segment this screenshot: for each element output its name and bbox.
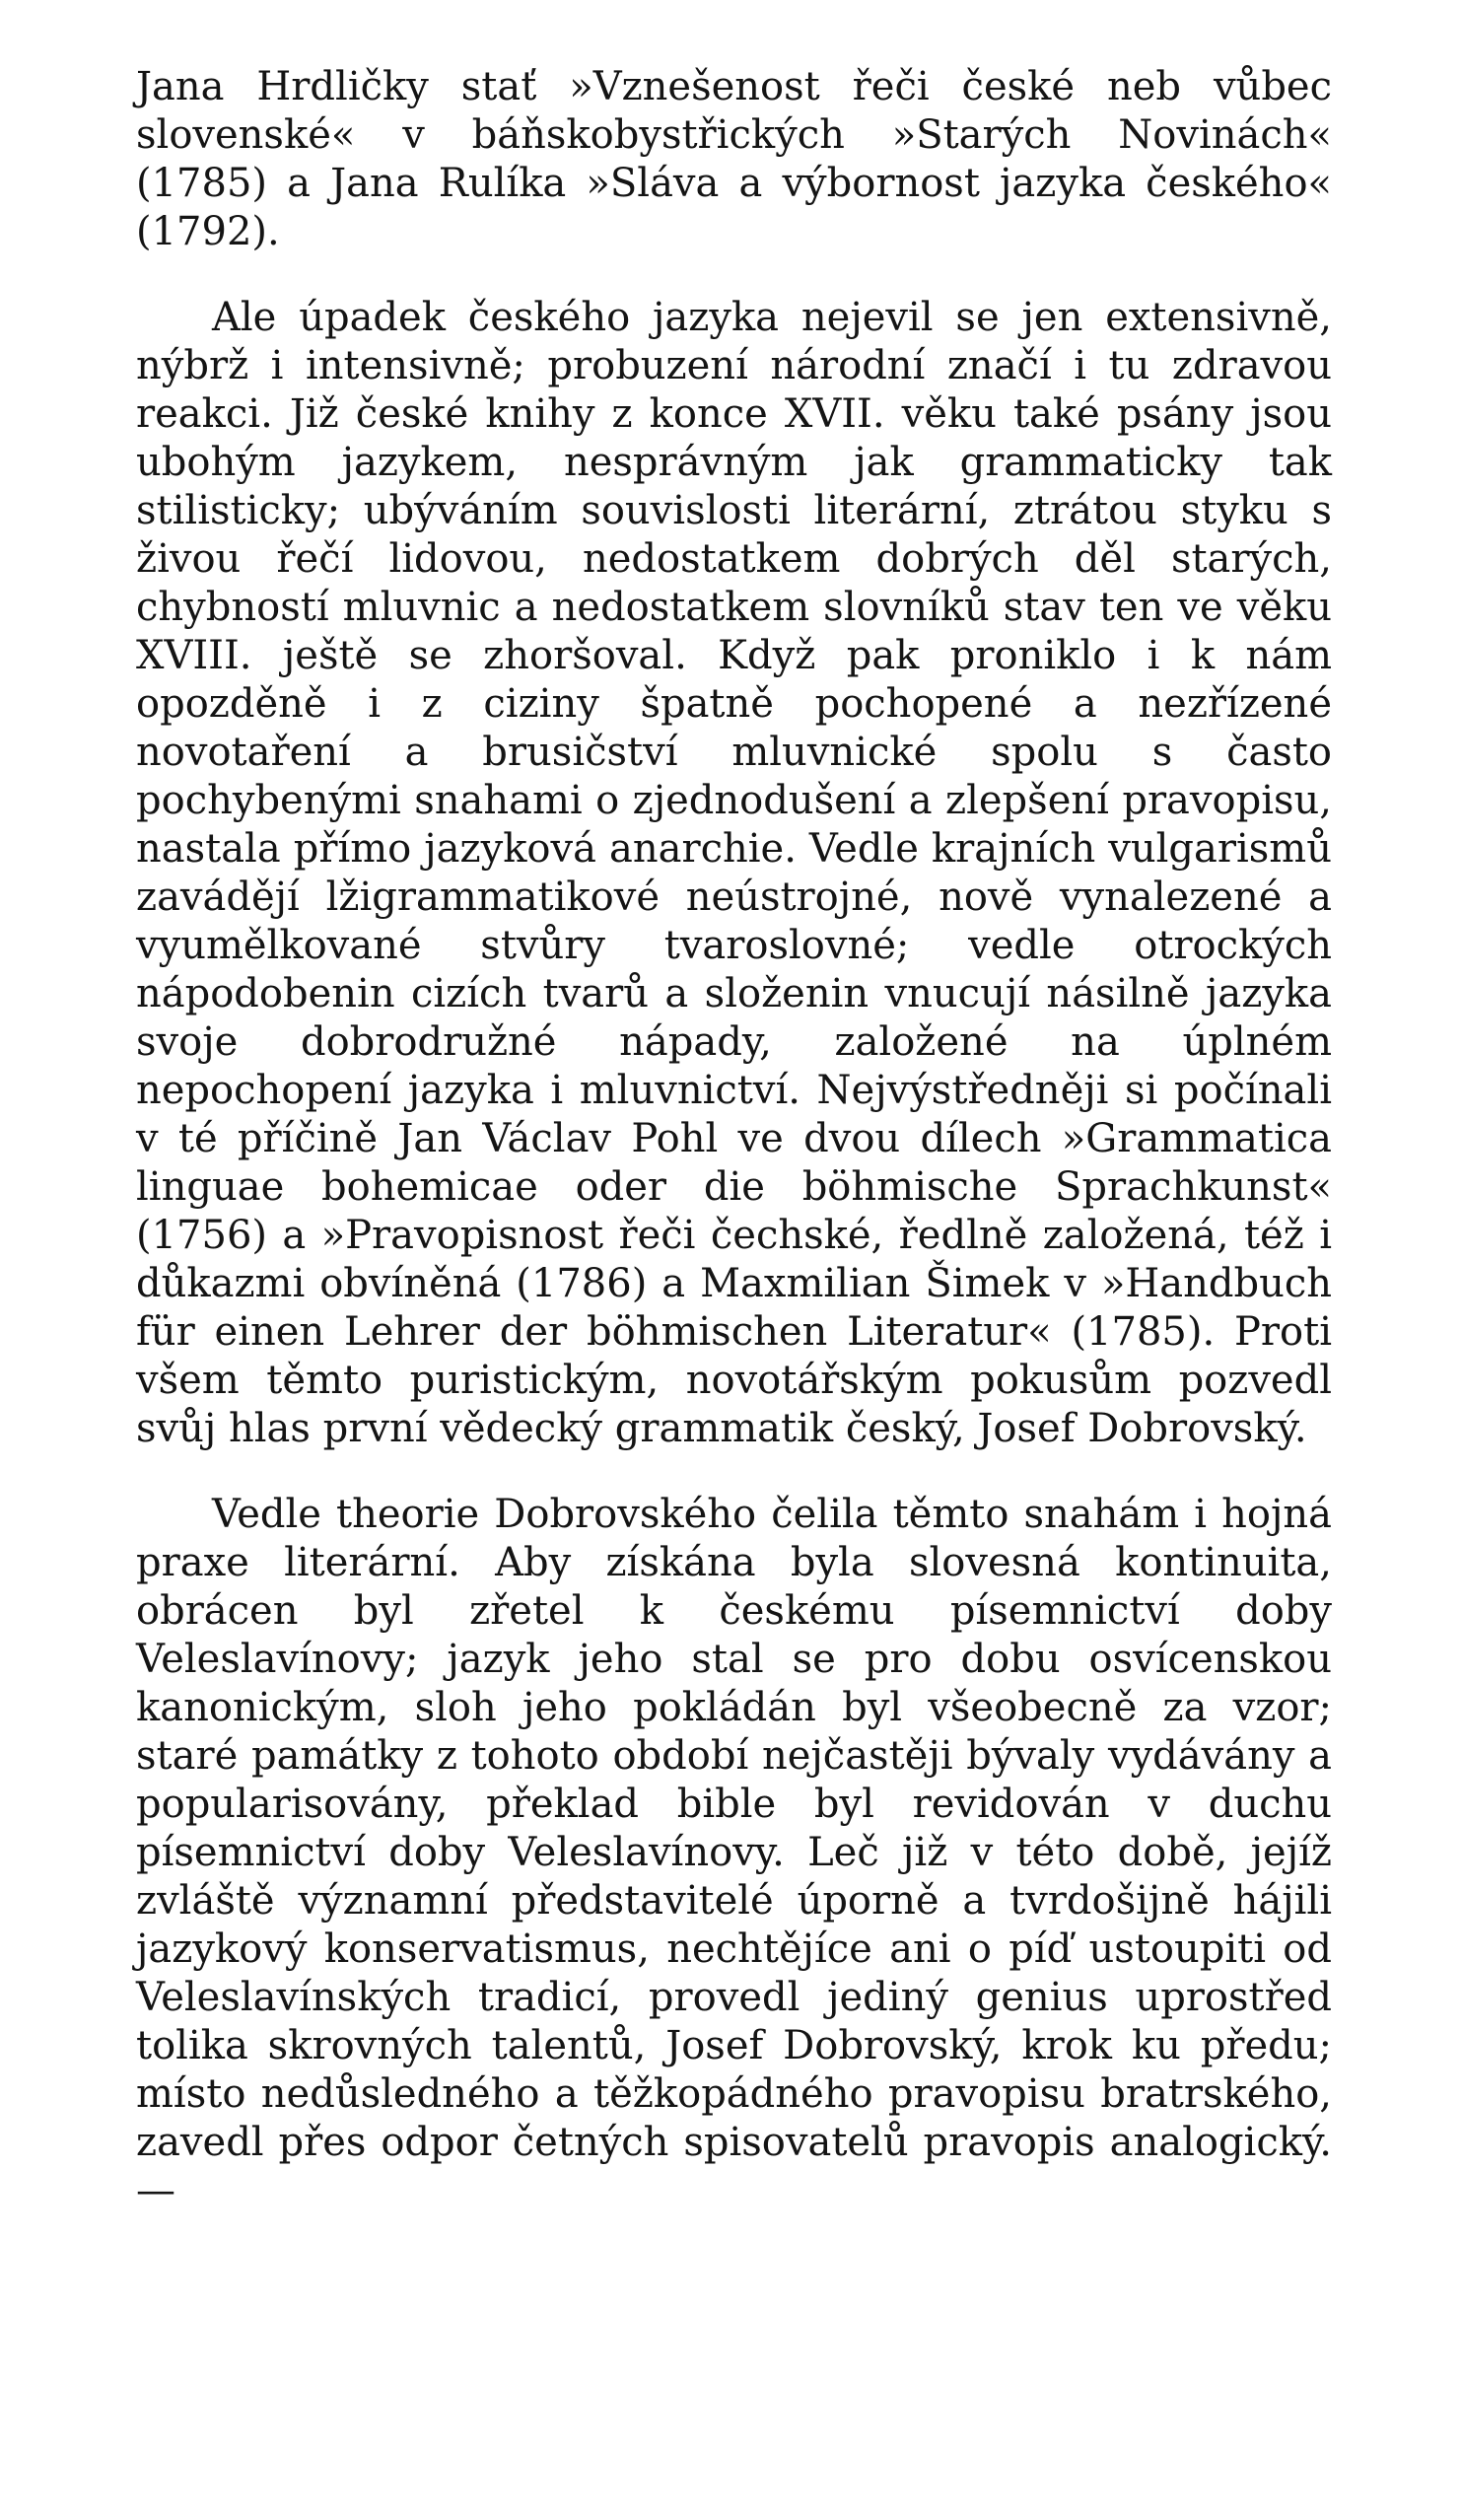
paragraph-language-decline: Ale úpadek českého jazyka nejevil se jen extensivně, nýbrž i intensivně; probuzení národní značí i tu zdravou reakci. Již české knihy z konce XVII. věku také psány jsou ubohým jazykem, nesprávným jak grammaticky tak stilisticky; ubýváním souvislosti literární, ztrátou styku s živou řečí lidovou, nedostatkem dobrých děl starých, chybností mluvnic a nedostatkem slovníků stav ten ve věku XVIII. ještě se zhoršoval. Když pak proniklo i k nám opozděně i z ciziny špatně pochopené a nezřízené novotaření a brusičství mluvnické spolu s často pochybenými snahami o zjednodušení a zlepšení pravopisu, nastala přímo jazyková anarchie. Vedle krajních vulgarismů zavádějí lžigrammatikové neústrojné, nově vynalezené a vyumělkované stvůry tvaroslovné; vedle otrockých nápodobenin cizích tvarů a složenin vnucují násilně jazyka svoje dobrodružné nápady, založené na úplném nepochopení jazyka i mluvnictví. Nejvýstředněji si počínali v té příčině Jan Václav Pohl ve dvou dílech »Grammatica linguae bohemicae oder die böhmische Sprachkunst« (1756) a »Pravopisnost řeči čechské, ředlně založená, též i důkazmi obvíněná (1786) a Maxmilian Šimek v »Handbuch für einen Lehrer der böhmischen Literatur« (1785). Proti všem těmto puristickým, novotářským pokusům pozvedl svůj hlas první vědecký grammatik český, Josef Dobrovský.	[136, 295, 1332, 1451]
paragraph-citations: Jana Hrdličky stať »Vznešenost řeči české neb vůbec slovenské« v báňskobystřických »Starých Novinách« (1785) a Jana Rulíka »Sláva a výbornost jazyka českého« (1792).	[136, 64, 1332, 254]
page-text	[136, 63, 1332, 2215]
paragraph-dobrovsky-orthography: Vedle theorie Dobrovského čelila těmto snahám i hojná praxe literární. Aby získána byla slovesná kontinuita, obrácen byl zřetel k českému písemnictví doby Veleslavínovy; jazyk jeho stal se pro dobu osvícenskou kanonickým, sloh jeho pokládán byl všeobecně za vzor; staré památky z tohoto období nejčastěji bývaly vydávány a popularisovány, překlad bible byl revidován v duchu písemnictví doby Veleslavínovy. Leč již v této době, jejíž zvláště významní představitelé úporně a tvrdošijně hájili jazykový konservatismus, nechtějíce ani o píď ustoupiti od Veleslavínských tradicí, provedl jediný genius uprostřed tolika skrovných talentů, Josef Dobrovský, krok ku předu; místo nedůsledného a těžkopádného pravopisu bratrského, zavedl přes odpor četných spisovatelů pravopis analogický. —	[136, 1492, 1332, 2213]
